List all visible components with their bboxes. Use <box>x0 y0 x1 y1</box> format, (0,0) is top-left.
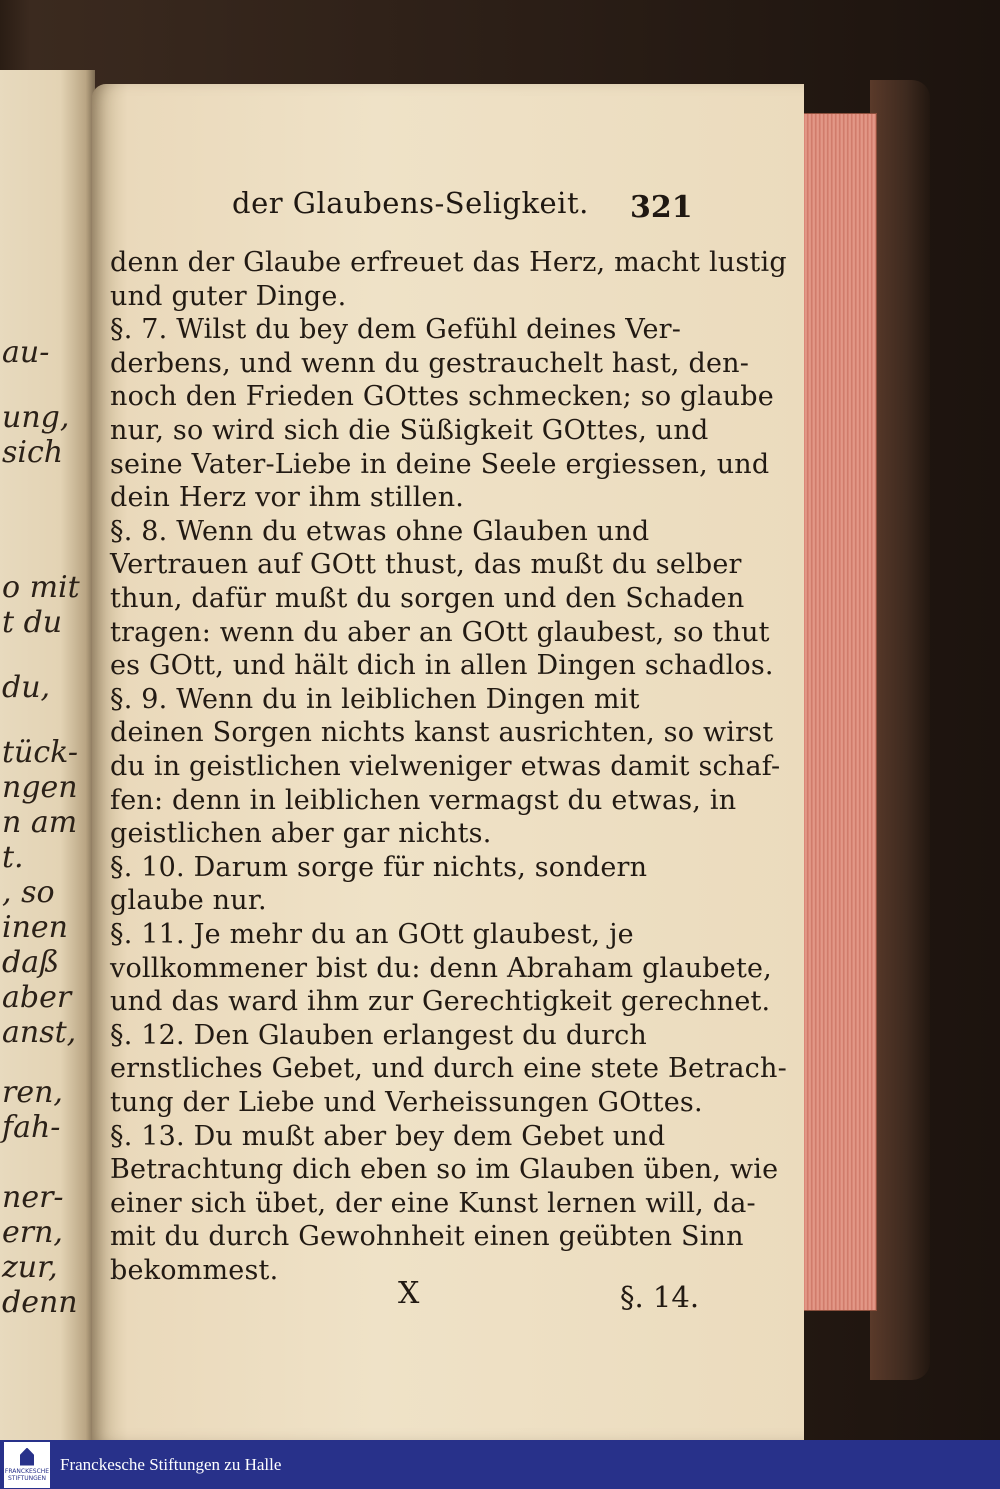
left-page-fragment: daß <box>2 945 60 980</box>
text-line: tragen: wenn du aber an GOtt glaubest, so thut <box>110 616 770 648</box>
left-page-fragment: o mit <box>2 570 80 605</box>
page-number: 321 <box>630 190 693 225</box>
text-line: seine Vater-Liebe in deine Seele ergiessen, und <box>110 448 770 480</box>
text-line: §. 9. Wenn du in leiblichen Dingen mit <box>110 683 640 715</box>
text-line: geistlichen aber gar nichts. <box>110 818 492 850</box>
text-line: du in geistlichen vielweniger etwas damit schaf- <box>110 751 781 782</box>
left-page-fragment: sich <box>2 435 64 470</box>
left-page-fragment: ner- <box>2 1180 64 1215</box>
left-page-fragment: ngen <box>2 770 78 805</box>
institution-logo <box>4 1442 50 1488</box>
text-line: §. 7. Wilst du bey dem Gefühl deines Ver- <box>110 314 682 346</box>
text-line: noch den Frieden GOttes schmecken; so glaube <box>110 381 774 413</box>
text-line: glaube nur. <box>110 885 267 917</box>
left-page-fragment: ren, <box>2 1075 63 1110</box>
institution-name: Franckesche Stiftungen zu Halle <box>60 1454 282 1474</box>
left-page-fragment: t du <box>2 605 63 640</box>
text-line: Vertrauen auf GOtt thust, das mußt du selber <box>110 549 742 581</box>
left-page-fragment: aber <box>2 980 72 1015</box>
left-page-fragment: tück- <box>2 735 78 770</box>
text-line: vollkommener bist du: denn Abraham glaubete, <box>110 952 772 984</box>
left-page-fragment: zur, <box>2 1250 58 1285</box>
text-line: einer sich übet, der eine Kunst lernen will, da- <box>110 1187 756 1219</box>
left-page-fragment: ung, <box>2 400 70 435</box>
text-line: mit du durch Gewohnheit einen geübten Sinn <box>110 1221 744 1253</box>
left-page-fragment: ern, <box>2 1215 63 1250</box>
left-page-fragment: , so <box>2 875 55 910</box>
page-edges <box>796 114 876 1310</box>
left-page-fragment: du, <box>2 670 51 705</box>
text-line: §. 10. Darum sorge für nichts, sondern <box>110 851 648 883</box>
text-line: §. 13. Du mußt aber bey dem Gebet und <box>110 1120 666 1152</box>
text-line: und das ward ihm zur Gerechtigkeit gerechnet. <box>110 986 771 1018</box>
text-line: dein Herz vor ihm stillen. <box>110 482 465 514</box>
footer-bar <box>0 1440 1000 1489</box>
text-line: fen: denn in leiblichen vermagst du etwas, in <box>110 784 737 816</box>
running-header: der Glaubens-Seligkeit. <box>232 186 589 220</box>
text-line: ernstliches Gebet, und durch eine stete Betrach- <box>110 1053 787 1085</box>
left-page-fragment: fah- <box>2 1110 61 1145</box>
text-line: bekommest. <box>110 1255 279 1286</box>
signature-mark: X <box>398 1276 420 1311</box>
text-line: §. 8. Wenn du etwas ohne Glauben und <box>110 515 650 547</box>
text-line: thun, dafür mußt du sorgen und den Schaden <box>110 583 745 614</box>
text-line: nur, so wird sich die Süßigkeit GOttes, und <box>110 415 709 446</box>
left-page-fragment: inen <box>2 910 68 945</box>
text-line: deinen Sorgen nichts kanst ausrichten, so wirst <box>110 717 774 749</box>
text-line: §. 11. Je mehr du an GOtt glaubest, je <box>110 919 634 950</box>
text-line: derbens, und wenn du gestrauchelt hast, den- <box>110 347 750 379</box>
left-page-fragment: n am <box>2 805 78 840</box>
logo-text: FRANCKESCHE STIFTUNGEN <box>4 1467 50 1482</box>
text-line: tung der Liebe und Verheissungen GOttes. <box>110 1087 703 1118</box>
text-line: denn der Glaube erfreuet das Herz, macht lustig <box>110 247 787 278</box>
text-line: und guter Dinge. <box>110 280 347 312</box>
text-line: Betrachtung dich eben so im Glauben üben, wie <box>110 1154 779 1186</box>
text-line: es GOtt, und hält dich in allen Dingen schadlos. <box>110 650 774 682</box>
building-icon <box>20 1448 34 1466</box>
left-page-fragment: denn <box>2 1285 78 1320</box>
left-page-fragment: t. <box>2 840 24 875</box>
left-page-fragment: au- <box>2 335 50 370</box>
book-cover <box>870 80 930 1380</box>
left-page-fragment: anst, <box>2 1015 77 1050</box>
catchword: §. 14. <box>620 1280 700 1314</box>
left-page <box>0 70 95 1440</box>
text-line: §. 12. Den Glauben erlangest du durch <box>110 1019 648 1051</box>
